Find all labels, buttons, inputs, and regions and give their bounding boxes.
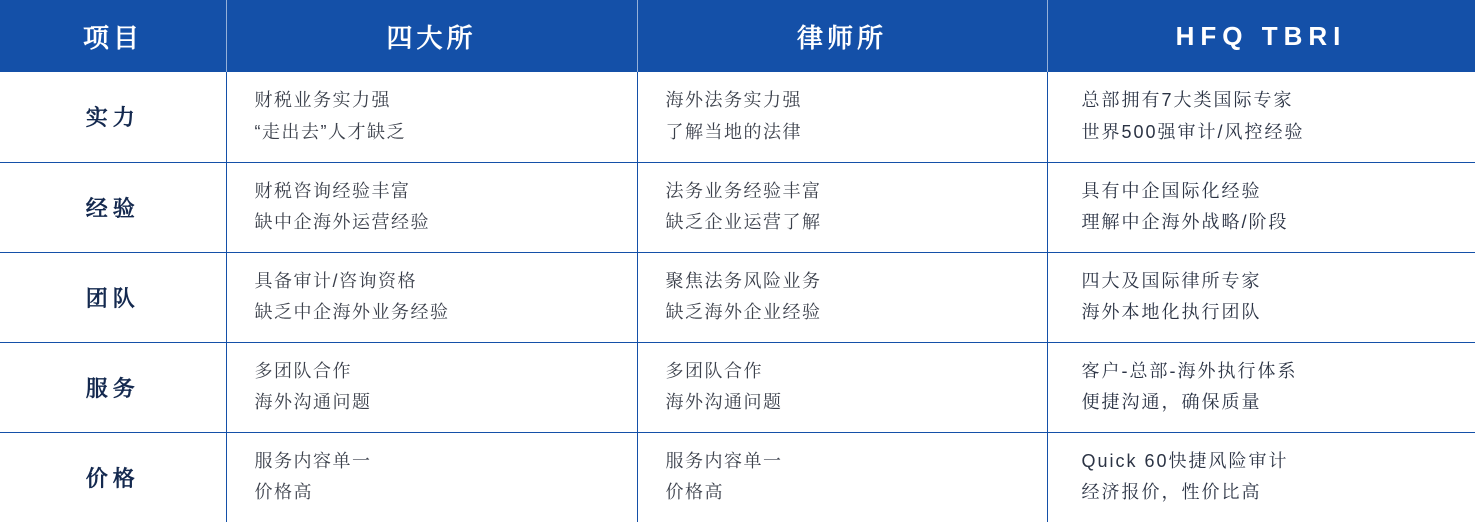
cell-hfq-tbri-service [1047, 342, 1475, 432]
cell-line: 海外沟通问题 [665, 392, 783, 412]
cell-hfq-tbri-strength [1047, 72, 1475, 162]
cell-line: 理解中企海外战略/阶段 [1081, 212, 1289, 232]
header-cell-hfq-tbri: HFQ TBRI [1047, 0, 1475, 72]
cell-line: 世界500强审计/风控经验 [1081, 121, 1305, 142]
row-label-price: 价格 [0, 432, 226, 522]
cell-law-firm-team [637, 252, 1047, 342]
cell-line: 财税业务实力强 [254, 90, 391, 111]
cell-line: 缺乏海外企业经验 [665, 302, 822, 322]
table-row [0, 342, 1475, 432]
row-label-service: 服务 [0, 342, 226, 432]
table-row [0, 252, 1475, 342]
row-label-experience: 经验 [0, 162, 226, 252]
table-header [0, 0, 1475, 72]
cell-line: 缺乏中企海外业务经验 [254, 302, 450, 322]
cell-big-four-strength [226, 72, 637, 162]
table-row [0, 72, 1475, 162]
cell-hfq-tbri-price [1047, 432, 1475, 522]
cell-law-firm-experience [637, 162, 1047, 252]
table-row [0, 432, 1475, 522]
cell-line: 价格高 [254, 482, 313, 503]
table-body [0, 72, 1475, 522]
cell-big-four-experience [226, 162, 637, 252]
cell-line: 缺乏企业运营了解 [665, 212, 822, 232]
cell-line: 聚焦法务风险业务 [665, 270, 822, 291]
cell-line: 客户-总部-海外执行体系 [1081, 360, 1298, 381]
header-cell-big-four: 四大所 [226, 0, 637, 72]
cell-line: 服务内容单一 [665, 450, 783, 471]
cell-line: 具有中企国际化经验 [1081, 180, 1262, 201]
cell-line: 海外本地化执行团队 [1081, 302, 1262, 322]
cell-line: 海外法务实力强 [665, 90, 802, 111]
cell-law-firm-price [637, 432, 1047, 522]
cell-line: 便捷沟通，确保质量 [1081, 392, 1262, 412]
cell-big-four-price [226, 432, 637, 522]
cell-line: 法务业务经验丰富 [665, 180, 822, 201]
cell-big-four-team [226, 252, 637, 342]
cell-line: 服务内容单一 [254, 450, 372, 471]
cell-line: 缺中企海外运营经验 [254, 212, 430, 232]
cell-line: 财税咨询经验丰富 [254, 180, 411, 201]
header-row [0, 0, 1475, 72]
cell-hfq-tbri-team [1047, 252, 1475, 342]
cell-law-firm-service [637, 342, 1047, 432]
cell-line: 四大及国际律所专家 [1081, 270, 1262, 291]
table-row [0, 162, 1475, 252]
row-label-team: 团队 [0, 252, 226, 342]
cell-line: 总部拥有7大类国际专家 [1081, 90, 1294, 111]
header-cell-law-firm: 律师所 [637, 0, 1047, 72]
cell-line: 了解当地的法律 [665, 121, 802, 142]
cell-line: “走出去”人才缺乏 [254, 121, 406, 142]
cell-big-four-service [226, 342, 637, 432]
cell-line: Quick 60快捷风险审计 [1081, 450, 1289, 471]
cell-line: 经济报价，性价比高 [1081, 482, 1262, 503]
cell-line: 多团队合作 [254, 360, 352, 381]
cell-line: 多团队合作 [665, 360, 763, 381]
cell-line: 具备审计/咨询资格 [254, 270, 418, 291]
cell-line: 海外沟通问题 [254, 392, 372, 412]
row-label-strength: 实力 [0, 72, 226, 162]
cell-law-firm-strength [637, 72, 1047, 162]
header-cell-item: 项目 [0, 0, 226, 72]
cell-hfq-tbri-experience [1047, 162, 1475, 252]
cell-line: 价格高 [665, 482, 724, 503]
